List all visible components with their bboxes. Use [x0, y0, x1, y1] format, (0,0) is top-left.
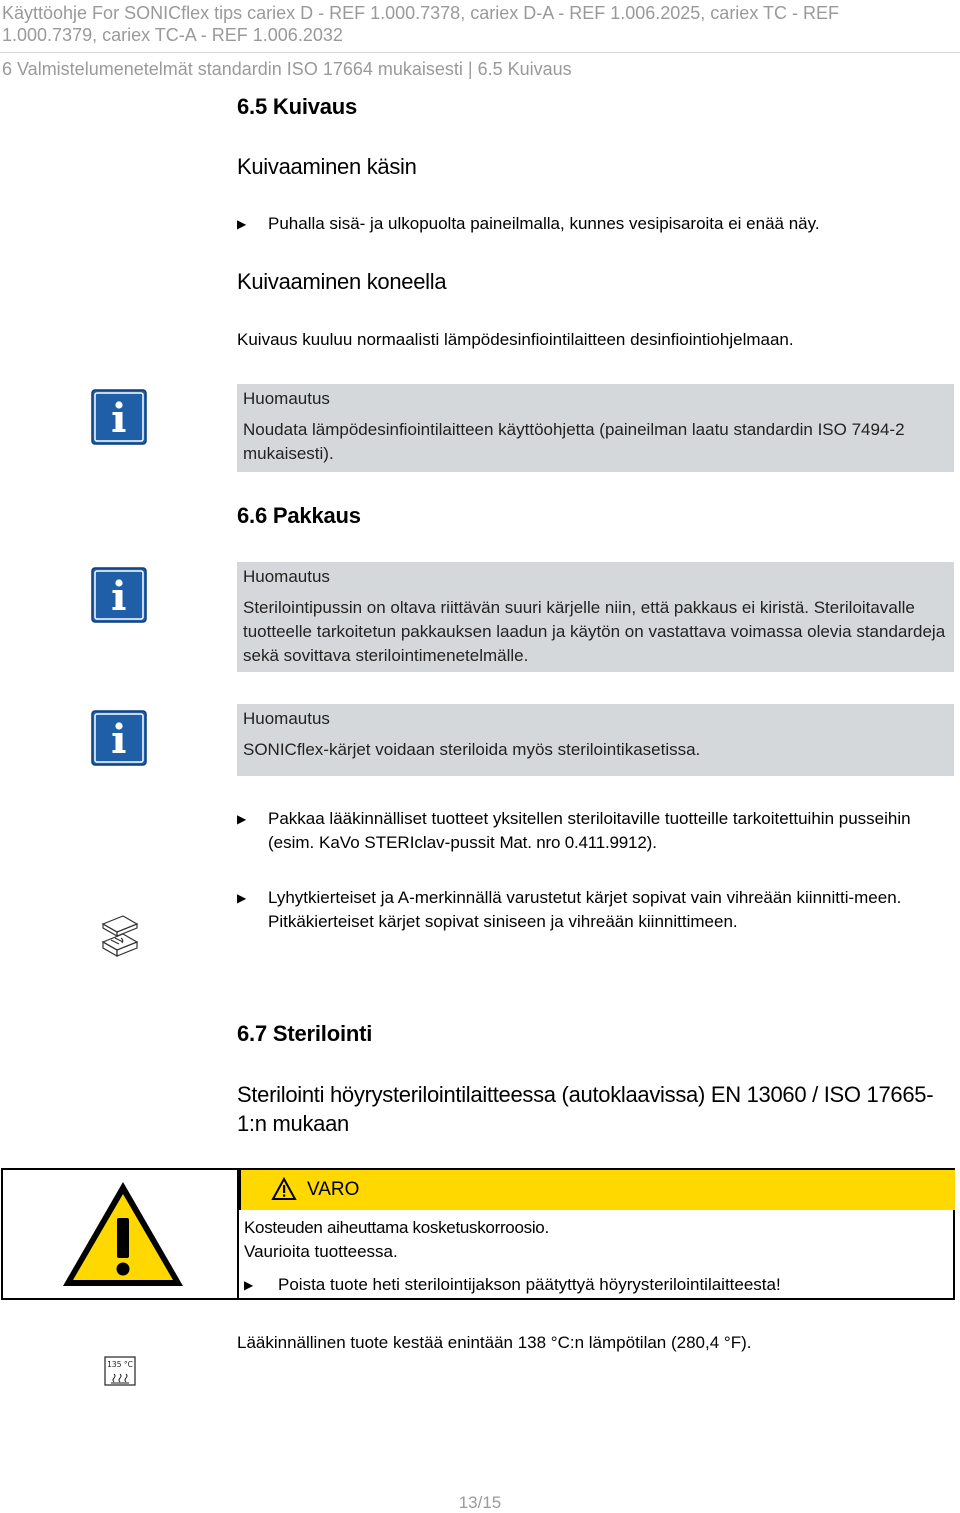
- note-box: [237, 562, 954, 672]
- bullet-item: ▶ Lyhytkierteiset ja A-merkinnällä varustetut kärjet sopivat vain vihreään kiinnitti-meen. Pitkäkierteiset kärjet sopivat siniseen ja vihreään kiinnittimeen.: [237, 888, 902, 931]
- section-heading-6-6: 6.6 Pakkaus: [237, 503, 361, 528]
- bullet-triangle-icon: ▶: [244, 1278, 254, 1292]
- note-body: SONICflex-kärjet voidaan steriloida myös sterilointikasetissa.: [243, 740, 701, 759]
- bullet-triangle-icon: ▶: [237, 812, 247, 826]
- warning-small-icon: [271, 1177, 297, 1201]
- warning-label: VARO: [307, 1179, 360, 1200]
- bullet-triangle-icon: ▶: [237, 217, 247, 231]
- doc-title-line1: Käyttöohje For SONICflex tips cariex D - REF 1.000.7378, cariex D-A - REF 1.006.2025, cariex TC - REF: [2, 3, 839, 23]
- section-heading-6-7: 6.7 Sterilointi: [237, 1021, 373, 1046]
- paragraph: Kuivaus kuuluu normaalisti lämpödesinfiointilaitteen desinfiointiohjelmaan.: [237, 330, 794, 349]
- material-number: Mat. nro 0.411.9912: [499, 833, 647, 852]
- bullet-triangle-icon: ▶: [237, 891, 247, 905]
- warning-text: Vaurioita tuotteessa.: [244, 1242, 398, 1261]
- note-title: Huomautus: [243, 709, 330, 728]
- note-body: Noudata lämpödesinfiointilaitteen käyttöohjetta (paineilman laatu standardin ISO 7494-2 mukaisesti).: [243, 420, 905, 463]
- temperature-text: Lääkinnällinen tuote kestää enintään 138 °C:n lämpötilan (280,4 °F).: [237, 1333, 752, 1352]
- warning-header: [239, 1170, 955, 1210]
- note-box: [237, 384, 954, 472]
- info-icon: [91, 567, 147, 623]
- warning-box: [1, 1168, 955, 1300]
- page-number: 13/15: [458, 1493, 502, 1512]
- package-tray-icon: [99, 910, 141, 962]
- bullet-item: ▶ Pakkaa lääkinnälliset tuotteet yksitellen steriloitaville tuotteille tarkoitettuihin pusseihin (esim. KaVo STERIclav-pussit Mat. nro 0.411.9912).: [237, 809, 911, 852]
- info-icon: [91, 389, 147, 445]
- warning-title: Kosteuden aiheuttama kosketuskorroosio.: [244, 1218, 549, 1237]
- note-body: Sterilointipussin on oltava riittävän suuri kärjelle niin, että pakkaus ei kiristä. Steriloitavalle tuotteelle tarkoitetun pakkauksen laadun ja käytön on vastattava voimassa olevia standardeja sekä sovittava sterilointimenetelmälle.: [243, 598, 946, 665]
- note-box: [237, 704, 954, 776]
- temperature-icon-label: 135 °C: [107, 1360, 133, 1369]
- info-icon: [91, 710, 147, 766]
- subheading-steam-sterilization: Sterilointi höyrysterilointilaitteessa (autoklaavissa) EN 13060 / ISO 17665-1:n mukaan: [237, 1082, 934, 1136]
- breadcrumb: 6 Valmistelumenetelmät standardin ISO 17664 mukaisesti | 6.5 Kuivaus: [2, 59, 572, 79]
- section-heading-6-5: 6.5 Kuivaus: [237, 94, 358, 119]
- temperature-135c-icon: [104, 1356, 136, 1386]
- subheading-manual-drying: Kuivaaminen käsin: [237, 154, 417, 179]
- doc-title-line2: 1.000.7379, cariex TC-A - REF 1.006.2032: [2, 25, 343, 45]
- note-title: Huomautus: [243, 567, 330, 586]
- note-title: Huomautus: [243, 389, 330, 408]
- warning-triangle-icon: [59, 1178, 187, 1290]
- subheading-machine-drying: Kuivaaminen koneella: [237, 269, 447, 294]
- warning-bullet: ▶ Poista tuote heti sterilointijakson päätyttyä höyrysterilointilaitteesta!: [244, 1273, 954, 1297]
- bullet-item: ▶ Puhalla sisä- ja ulkopuolta paineilmalla, kunnes vesipisaroita ei enää näy.: [237, 212, 957, 236]
- header-divider: [0, 52, 960, 53]
